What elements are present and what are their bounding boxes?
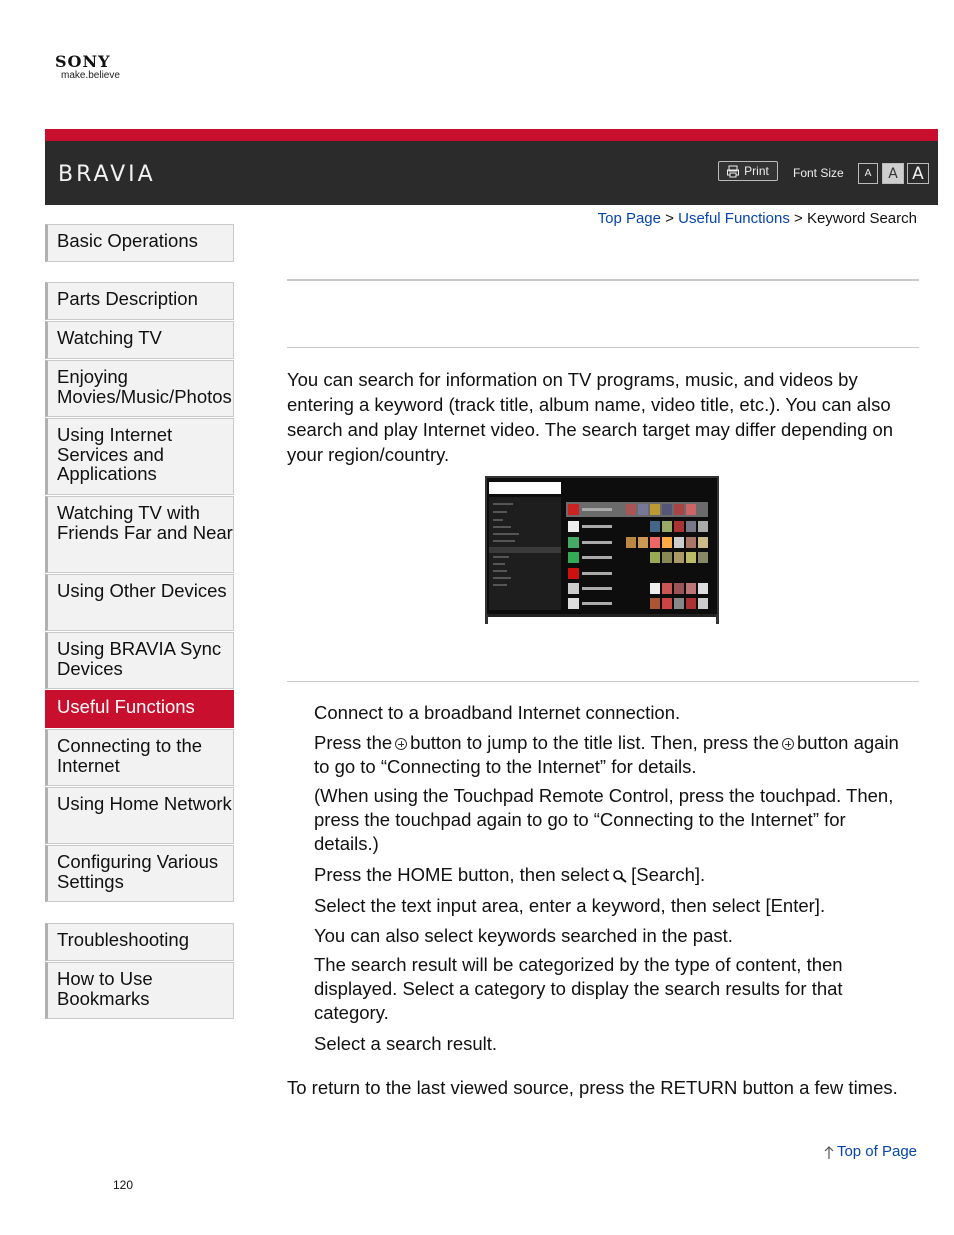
sidebar-item-label: Connecting to the Internet xyxy=(57,735,203,776)
circle-plus-icon xyxy=(782,738,794,750)
tv-sidebar-line xyxy=(493,503,513,505)
sidebar-item-label: Using Internet Services and Applications xyxy=(57,424,173,484)
step-text: Press the xyxy=(314,732,393,753)
sidebar-item-label: Useful Functions xyxy=(57,696,195,717)
sidebar-item-other-devices[interactable] xyxy=(45,574,234,631)
tv-result-row xyxy=(566,596,708,611)
tv-result-row xyxy=(566,519,708,534)
step-press-button xyxy=(314,731,914,779)
breadcrumb-useful-functions[interactable]: Useful Functions xyxy=(678,210,790,227)
breadcrumb xyxy=(598,210,917,227)
step-past-keywords: You can also select keywords searched in the past. xyxy=(314,925,733,946)
tv-bezel-bottom xyxy=(485,614,719,617)
sidebar-item-label: Configuring Various Settings xyxy=(57,851,219,892)
sidebar-item-watching-tv[interactable] xyxy=(45,321,234,359)
tv-sidebar-line xyxy=(493,577,511,579)
tv-sidebar-line xyxy=(493,519,503,521)
tv-result-row xyxy=(566,502,708,517)
divider xyxy=(287,347,919,348)
sidebar-item-home-network[interactable] xyxy=(45,787,234,844)
sidebar-item-useful-functions[interactable] xyxy=(45,690,234,728)
tv-sidebar-line xyxy=(493,533,519,535)
return-note: To return to the last viewed source, press the RETURN button a few times. xyxy=(287,1077,898,1098)
sidebar-item-label: Basic Operations xyxy=(57,230,198,251)
breadcrumb-current: Keyword Search xyxy=(806,210,917,227)
step-enter-keyword: Select the text input area, enter a keyword, then select [Enter]. xyxy=(314,895,826,916)
tv-stand-left xyxy=(485,614,488,624)
tv-sidebar-line xyxy=(493,540,515,542)
top-of-page-label: Top of Page xyxy=(836,1143,917,1160)
tv-result-row xyxy=(566,535,708,550)
step-touchpad-note: (When using the Touchpad Remote Control, press the touchpad. Then, press the touchpad again to go to “Connecting to the Internet” for details.) xyxy=(314,785,894,854)
top-of-page-link[interactable] xyxy=(824,1143,917,1160)
sidebar-item-label: Watching TV xyxy=(57,327,162,348)
tv-search-field xyxy=(489,482,561,494)
tv-search-sidebar xyxy=(489,497,561,610)
step-categories: The search result will be categorized by the type of content, then displayed. Select a category to display the search results for that category. xyxy=(314,954,843,1023)
divider xyxy=(287,681,919,682)
font-size-small-button[interactable]: A xyxy=(858,163,878,184)
breadcrumb-separator: > xyxy=(665,210,674,227)
sidebar-item-label: Troubleshooting xyxy=(57,929,189,950)
tv-result-row xyxy=(566,550,708,565)
step-home-search xyxy=(314,863,914,887)
print-icon xyxy=(727,165,739,178)
header-accent-bar xyxy=(45,129,938,141)
sidebar-item-bookmarks[interactable] xyxy=(45,962,234,1019)
print-button[interactable] xyxy=(718,161,778,181)
sidebar-item-parts-description[interactable] xyxy=(45,282,234,320)
breadcrumb-top-page[interactable]: Top Page xyxy=(597,210,661,227)
sidebar-item-enjoying-media[interactable] xyxy=(45,360,234,417)
sidebar-item-label: Enjoying Movies/Music/Photos xyxy=(57,366,232,407)
breadcrumb-separator: > xyxy=(794,210,803,227)
tv-sidebar-highlight xyxy=(489,547,561,553)
sidebar-item-basic-operations[interactable] xyxy=(45,224,234,262)
sidebar-item-label: Using BRAVIA Sync Devices xyxy=(57,638,222,679)
divider xyxy=(287,279,919,281)
tv-result-row xyxy=(566,581,708,596)
font-size-medium-button[interactable]: A xyxy=(882,163,904,184)
sidebar-item-label: Using Other Devices xyxy=(57,580,227,601)
arrow-up-icon xyxy=(824,1145,834,1159)
circle-plus-icon xyxy=(395,738,407,750)
tv-result-row xyxy=(566,566,708,581)
sidebar-item-label: Parts Description xyxy=(57,288,198,309)
print-label: Print xyxy=(744,164,769,178)
tv-sidebar-line xyxy=(493,511,507,513)
sidebar-item-troubleshooting[interactable] xyxy=(45,923,234,961)
step-text: [Search]. xyxy=(631,864,706,885)
tv-sidebar-line xyxy=(493,563,505,565)
sidebar-item-watching-with-friends[interactable] xyxy=(45,496,234,573)
step-text: button again to go to “Connecting to the Internet” for details. xyxy=(314,732,899,777)
sidebar-item-label: Using Home Network xyxy=(57,793,232,814)
step-select-result: Select a search result. xyxy=(314,1033,498,1054)
tv-sidebar-line xyxy=(493,526,511,528)
tv-sidebar-line xyxy=(493,584,507,586)
font-size-label: Font Size xyxy=(793,166,844,180)
tv-sidebar-line xyxy=(493,556,509,558)
page-number: 120 xyxy=(113,1178,134,1192)
sidebar-item-connecting-internet[interactable] xyxy=(45,729,234,786)
tv-stand-right xyxy=(716,614,719,624)
sidebar-item-bravia-sync[interactable] xyxy=(45,632,234,689)
intro-text: You can search for information on TV programs, music, and videos by entering a keyword (track title, album name, video title, etc.). You can also search and play Internet video. The search target may differ depending on your region/country. xyxy=(287,369,894,465)
sidebar-item-label: Watching TV with Friends Far and Near xyxy=(57,502,233,543)
tv-sidebar-line xyxy=(493,570,507,572)
step-text: Press the HOME button, then select xyxy=(314,864,610,885)
sidebar-item-configuring-settings[interactable] xyxy=(45,845,234,902)
sidebar-item-internet-services[interactable] xyxy=(45,418,234,495)
sidebar-item-label: How to Use Bookmarks xyxy=(57,968,153,1009)
sony-logo: SONY xyxy=(55,52,111,71)
font-size-large-button[interactable]: A xyxy=(907,163,929,184)
step-text: button to jump to the title list. Then, press the xyxy=(410,732,779,753)
step-connect: Connect to a broadband Internet connection. xyxy=(314,702,681,723)
sony-tagline: make.believe xyxy=(61,70,120,81)
search-icon xyxy=(612,869,628,883)
bravia-logo: BRAVIA xyxy=(58,162,156,187)
